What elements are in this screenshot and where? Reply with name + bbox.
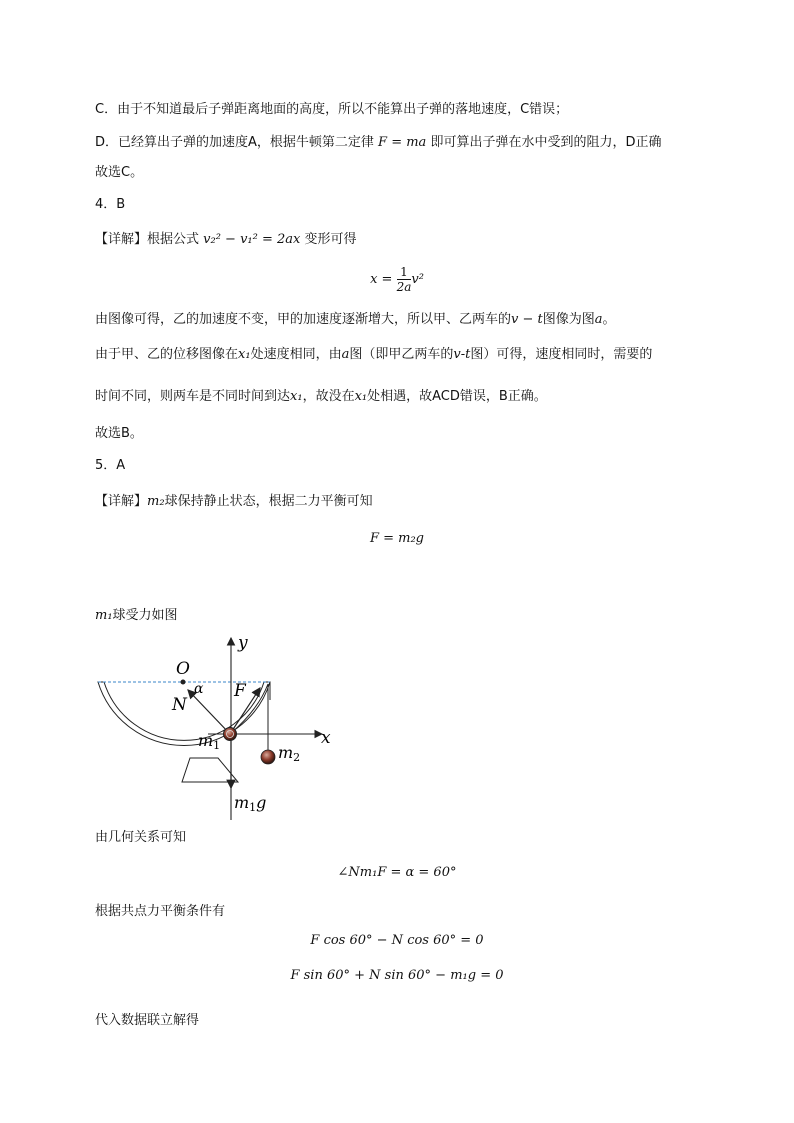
equation-vertical [0, 968, 794, 983]
label-y: y [238, 633, 248, 653]
force-diagram [90, 630, 350, 830]
m1-force-caption [95, 607, 178, 625]
option-c-text: C．由于不知道最后子弹距离地面的高度，所以不能算出子弹的落地速度，C错误； [95, 102, 569, 117]
q4-detail-prefix: 【详解】根据公式 [95, 232, 200, 247]
q4-p2-mid: 处速度相同，由 [250, 347, 342, 362]
q4-p3-pre: 时间不同，则两车是不同时间到达 [95, 389, 291, 404]
q4-p3-x1: x₁ [290, 389, 303, 404]
label-n: N [172, 695, 187, 715]
m1-label: m₁ [95, 608, 113, 623]
balance-text: 根据共点力平衡条件有 [95, 904, 226, 919]
q4-p3-mid: ，故没在 [302, 389, 355, 404]
q4-p1-end: 。 [602, 312, 616, 327]
ball-m2 [261, 750, 275, 764]
eq-f-text: F = m₂g [369, 531, 425, 546]
q4-p1-a: a [594, 312, 603, 327]
question-4-answer: 4．B [95, 197, 126, 212]
ball-m1 [224, 728, 237, 741]
eq-left: x = [370, 272, 393, 287]
q4-paragraph-1 [95, 311, 616, 329]
q4-p2-end: 图）可得，速度相同时，需要的 [470, 347, 653, 362]
solve-text: 代入数据联立解得 [95, 1013, 200, 1028]
q4-detail-suffix: 变形可得 [304, 232, 357, 247]
geometry-text: 由几何关系可知 [95, 830, 187, 845]
q5-detail-prefix: 【详解】 [95, 494, 148, 509]
q4-paragraph-2 [95, 346, 652, 364]
answer-q3: 故选C。 [95, 165, 144, 180]
label-m1g: m1g [234, 793, 267, 814]
label-m1: m1 [198, 731, 221, 752]
q4-p3-end: 处相遇，故ACD错误，B正确。 [367, 389, 547, 404]
label-alpha: α [194, 681, 204, 697]
q4-p2-mid2: 图（即甲乙两车的 [349, 347, 454, 362]
option-d-suffix: 即可算出子弹在水中受到的阻力，D正确 [430, 135, 662, 150]
equation-f-m2g [0, 531, 794, 546]
q4-p2-a: a [341, 347, 350, 362]
q5-m2: m₂ [147, 494, 165, 509]
label-x: x [321, 728, 331, 748]
fraction-numerator: 1 [397, 265, 412, 280]
label-o: O [176, 659, 190, 679]
label-f: F [234, 681, 246, 701]
q5-detail-line [95, 493, 373, 511]
angle-equation [0, 865, 794, 880]
q4-p1-vt: v − t [511, 312, 543, 327]
eq2-text: F sin 60° + N sin 60° − m₁g = 0 [290, 968, 504, 983]
option-d-text [95, 134, 661, 152]
q5-detail-suffix: 球保持静止状态，根据二力平衡可知 [164, 494, 373, 509]
equation-horizontal [0, 933, 794, 948]
newton-second-law-formula: F = ma [378, 135, 427, 150]
answer-q4: 故选B。 [95, 426, 143, 441]
bowl-base [182, 758, 238, 782]
q4-p3-x1b: x₁ [354, 389, 368, 404]
displacement-equation [0, 265, 794, 294]
kinematics-formula: v₂² − v₁² = 2ax [203, 232, 301, 247]
center-point [181, 680, 186, 685]
q4-p1-text: 由图像可得，乙的加速度不变，甲的加速度逐渐增大，所以甲、乙两车的 [95, 312, 512, 327]
label-m2: m2 [278, 743, 301, 764]
m1-caption-text: 球受力如图 [112, 608, 178, 623]
eq1-text: F cos 60° − N cos 60° = 0 [310, 933, 484, 948]
fraction [397, 265, 412, 294]
q4-p2-pre: 由于甲、乙的位移图像在 [95, 347, 239, 362]
question-5-answer: 5．A [95, 458, 126, 473]
q4-paragraph-3 [95, 388, 547, 406]
angle-eq-text: ∠Nm₁F = α = 60° [337, 865, 457, 880]
q4-detail-line [95, 231, 357, 249]
q4-p2-x1: x₁ [238, 347, 251, 362]
fraction-tail: v² [411, 272, 424, 287]
q4-p1-tail: 图像为图 [542, 312, 595, 327]
option-d-prefix: D．已经算出子弹的加速度A，根据牛顿第二定律 [95, 135, 374, 150]
fraction-denominator: 2a [396, 280, 412, 294]
q4-p2-vt: v-t [453, 347, 471, 362]
